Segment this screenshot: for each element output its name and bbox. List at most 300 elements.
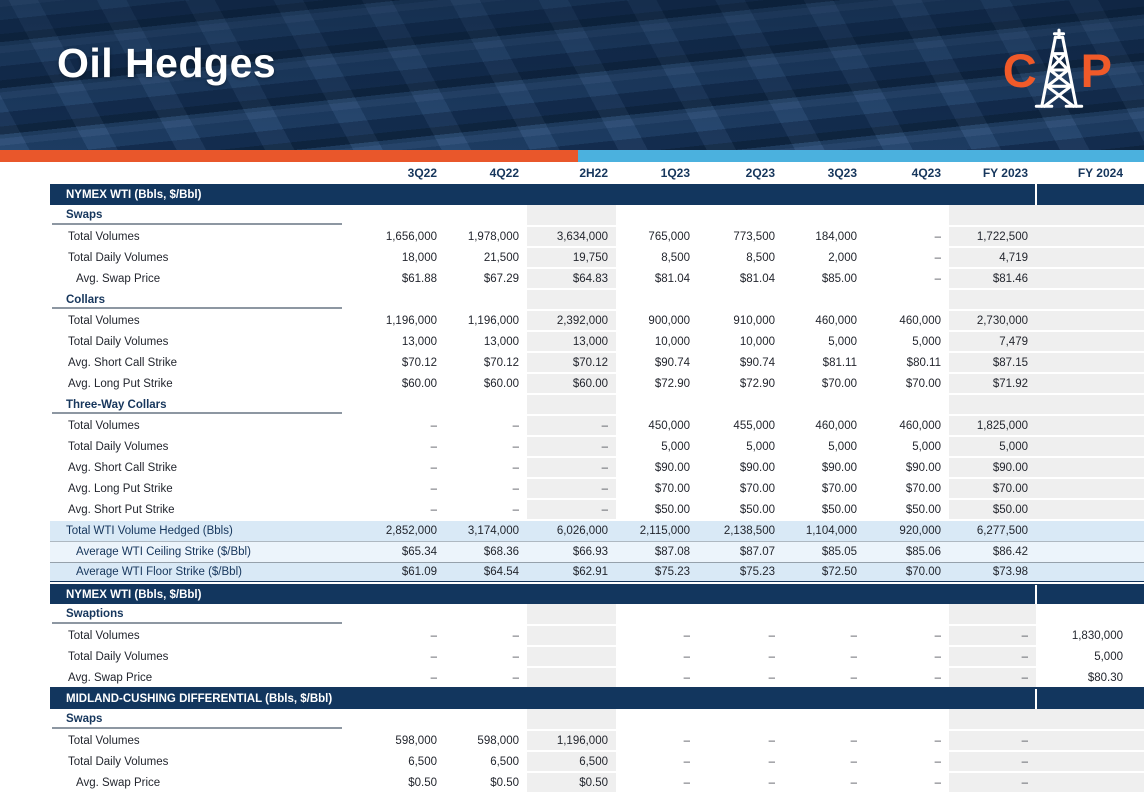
table-cell (949, 709, 1036, 730)
table-cell (698, 205, 783, 226)
table-cell: $70.00 (616, 478, 698, 499)
table-cell (616, 289, 698, 310)
table-cell (445, 394, 527, 415)
table-cell: 19,750 (527, 247, 616, 268)
table-cell (698, 289, 783, 310)
table-cell: – (445, 478, 527, 499)
table-row (50, 730, 1144, 751)
table-cell: – (616, 751, 698, 772)
table-cell (698, 709, 783, 730)
table-cell: $72.90 (698, 373, 783, 394)
table-cell: – (949, 730, 1036, 751)
table-cell: – (616, 772, 698, 793)
table-cell: 3,634,000 (527, 226, 616, 247)
table-cell (1036, 604, 1144, 625)
table-cell: 2,138,500 (698, 520, 783, 541)
table-cell (527, 625, 616, 646)
table-cell: 6,500 (527, 751, 616, 772)
table-cell: $64.83 (527, 268, 616, 289)
logo-letter-p: P (1080, 43, 1112, 97)
table-cell (783, 604, 865, 625)
table-cell: 5,000 (616, 436, 698, 457)
table-cell (783, 709, 865, 730)
table-cell (1036, 499, 1144, 520)
table-cell: – (698, 625, 783, 646)
table-head (50, 162, 1144, 184)
table-cell: – (865, 667, 949, 688)
table-cell (363, 205, 445, 226)
table-cell (1036, 394, 1144, 415)
table-row (50, 310, 1144, 331)
section-header-row (50, 688, 1144, 709)
accent-stripe (0, 150, 1144, 162)
group-header-row (50, 709, 1144, 730)
banner (0, 0, 1144, 150)
table-cell: – (363, 457, 445, 478)
table-cell: $81.11 (783, 352, 865, 373)
table-cell: 460,000 (865, 310, 949, 331)
table-cell: $50.00 (865, 499, 949, 520)
table-cell: 900,000 (616, 310, 698, 331)
section-title: NYMEX WTI (Bbls, $/Bbl) (50, 583, 1036, 604)
table-cell: $80.11 (865, 352, 949, 373)
table-cell: – (865, 730, 949, 751)
table-cell: – (363, 436, 445, 457)
table-cell: $70.00 (783, 478, 865, 499)
summary-row (50, 541, 1144, 562)
table-cell: $80.30 (1036, 667, 1144, 688)
table-cell (527, 394, 616, 415)
table-cell: – (865, 268, 949, 289)
column-header: 2Q23 (745, 166, 775, 180)
table-cell (445, 205, 527, 226)
table-cell: $85.00 (783, 268, 865, 289)
table-cell: – (949, 625, 1036, 646)
table-cell (363, 394, 445, 415)
table-cell (865, 289, 949, 310)
table-cell: $73.98 (949, 562, 1036, 583)
table-cell: $0.50 (445, 772, 527, 793)
table-cell: 18,000 (363, 247, 445, 268)
table-cell (783, 394, 865, 415)
table-cell: – (445, 625, 527, 646)
table-cell (698, 394, 783, 415)
row-label: Total Daily Volumes (50, 751, 363, 772)
table-cell: $70.00 (865, 373, 949, 394)
table-cell: – (445, 667, 527, 688)
table-cell: $64.54 (445, 562, 527, 583)
accent-stripe-blue (578, 150, 1144, 162)
accent-stripe-orange (0, 150, 578, 162)
table-cell: 3,174,000 (445, 520, 527, 541)
group-header-row (50, 289, 1144, 310)
table-cell (527, 289, 616, 310)
table-cell: $87.07 (698, 541, 783, 562)
table-cell (616, 205, 698, 226)
row-label: Total Daily Volumes (50, 646, 363, 667)
table-cell: $75.23 (616, 562, 698, 583)
table-cell: – (616, 625, 698, 646)
group-label: Collars (50, 289, 363, 310)
table-cell: – (949, 751, 1036, 772)
table-cell: 5,000 (698, 436, 783, 457)
table-cell: 598,000 (445, 730, 527, 751)
table-cell (1036, 310, 1144, 331)
table-cell (445, 709, 527, 730)
table-cell: $67.29 (445, 268, 527, 289)
table-cell: – (616, 646, 698, 667)
summary-row (50, 562, 1144, 583)
group-label: Swaptions (50, 604, 363, 625)
table-cell: $70.00 (865, 562, 949, 583)
group-label: Three-Way Collars (50, 394, 363, 415)
table-cell (1036, 730, 1144, 751)
table-cell: – (445, 457, 527, 478)
group-label: Swaps (50, 709, 363, 730)
table-cell (783, 205, 865, 226)
table-cell: 1,825,000 (949, 415, 1036, 436)
table-cell (783, 289, 865, 310)
table-cell (363, 289, 445, 310)
section-title: NYMEX WTI (Bbls, $/Bbl) (50, 184, 1036, 205)
table-cell: 1,104,000 (783, 520, 865, 541)
table-cell: $90.74 (616, 352, 698, 373)
table-cell: $60.00 (445, 373, 527, 394)
row-label: Total Volumes (50, 226, 363, 247)
table-cell: $81.04 (698, 268, 783, 289)
oil-derrick-icon (1030, 24, 1088, 116)
table-cell: 8,500 (616, 247, 698, 268)
table-cell: – (783, 751, 865, 772)
column-header-row (50, 162, 1144, 184)
table-row (50, 457, 1144, 478)
table-cell: – (698, 751, 783, 772)
section-header-row (50, 583, 1144, 604)
row-label: Total Daily Volumes (50, 331, 363, 352)
table-row (50, 226, 1144, 247)
table-cell: 1,196,000 (445, 310, 527, 331)
table-cell: $90.74 (698, 352, 783, 373)
table-cell: – (527, 457, 616, 478)
table-cell: 13,000 (527, 331, 616, 352)
row-label: Total Volumes (50, 730, 363, 751)
table-cell: – (445, 646, 527, 667)
table-cell: – (865, 751, 949, 772)
table-cell: $70.12 (527, 352, 616, 373)
table-cell: 184,000 (783, 226, 865, 247)
row-label: Total Daily Volumes (50, 436, 363, 457)
table-cell (1036, 373, 1144, 394)
table-cell: $70.12 (445, 352, 527, 373)
table-cell (616, 709, 698, 730)
group-underline (52, 727, 342, 729)
table-cell: – (949, 646, 1036, 667)
group-underline (52, 307, 342, 309)
table-cell: 1,830,000 (1036, 625, 1144, 646)
table-cell (949, 205, 1036, 226)
table-cell: – (949, 772, 1036, 793)
table-cell (445, 289, 527, 310)
table-cell (527, 667, 616, 688)
table-cell: – (363, 646, 445, 667)
table-row (50, 436, 1144, 457)
table-cell (1036, 436, 1144, 457)
table-cell: – (363, 667, 445, 688)
row-label: Total Volumes (50, 310, 363, 331)
table-cell: 5,000 (783, 436, 865, 457)
table-cell: $61.09 (363, 562, 445, 583)
table-cell: 10,000 (616, 331, 698, 352)
row-label: Total WTI Volume Hedged (Bbls) (50, 520, 363, 541)
table-cell: 1,978,000 (445, 226, 527, 247)
table-cell (865, 709, 949, 730)
column-header: 3Q22 (407, 166, 437, 180)
table-cell: – (949, 667, 1036, 688)
table-body (50, 184, 1144, 793)
table-cell (949, 604, 1036, 625)
table-cell: $70.12 (363, 352, 445, 373)
row-label: Avg. Short Call Strike (50, 352, 363, 373)
group-header-row (50, 604, 1144, 625)
table-cell (1036, 226, 1144, 247)
table-cell: – (783, 772, 865, 793)
table-cell (698, 604, 783, 625)
table-cell: $70.00 (865, 478, 949, 499)
row-label: Avg. Swap Price (50, 772, 363, 793)
table-row (50, 772, 1144, 793)
table-cell: $62.91 (527, 562, 616, 583)
table-cell: $65.34 (363, 541, 445, 562)
table-row (50, 352, 1144, 373)
hedges-table-wrap (50, 162, 1144, 794)
section-header-endcap (1036, 583, 1144, 604)
row-label: Average WTI Floor Strike ($/Bbl) (50, 562, 363, 583)
table-row (50, 373, 1144, 394)
table-cell (865, 205, 949, 226)
table-cell: 5,000 (783, 331, 865, 352)
table-cell: – (865, 625, 949, 646)
table-cell (1036, 289, 1144, 310)
table-cell: – (783, 667, 865, 688)
table-cell (1036, 751, 1144, 772)
table-row (50, 751, 1144, 772)
table-cell (1036, 709, 1144, 730)
table-row (50, 247, 1144, 268)
table-cell: 5,000 (865, 331, 949, 352)
table-cell: – (783, 730, 865, 751)
table-cell (1036, 457, 1144, 478)
table-cell: – (527, 415, 616, 436)
table-cell: 5,000 (865, 436, 949, 457)
column-header: 4Q23 (911, 166, 941, 180)
table-row (50, 268, 1144, 289)
table-cell: 2,115,000 (616, 520, 698, 541)
table-cell: $0.50 (527, 772, 616, 793)
table-cell: 10,000 (698, 331, 783, 352)
table-row (50, 625, 1144, 646)
table-cell: $90.00 (616, 457, 698, 478)
table-cell (1036, 415, 1144, 436)
table-cell: – (445, 415, 527, 436)
table-cell: 1,722,500 (949, 226, 1036, 247)
table-cell (865, 604, 949, 625)
row-label: Total Volumes (50, 415, 363, 436)
table-cell: 2,000 (783, 247, 865, 268)
table-cell: – (527, 436, 616, 457)
table-cell: – (527, 478, 616, 499)
table-cell (363, 709, 445, 730)
table-cell: $50.00 (949, 499, 1036, 520)
table-cell: 765,000 (616, 226, 698, 247)
table-cell (1036, 205, 1144, 226)
table-cell: 4,719 (949, 247, 1036, 268)
hedges-table (50, 162, 1144, 794)
table-cell: 460,000 (783, 415, 865, 436)
table-cell: $70.00 (949, 478, 1036, 499)
table-cell (527, 709, 616, 730)
table-cell: – (698, 772, 783, 793)
table-cell: $87.08 (616, 541, 698, 562)
table-cell: 460,000 (783, 310, 865, 331)
group-underline (52, 412, 342, 414)
table-cell: – (783, 625, 865, 646)
logo-letter-c: C (1002, 43, 1037, 97)
table-cell: 1,196,000 (527, 730, 616, 751)
table-cell (1036, 352, 1144, 373)
row-label: Total Daily Volumes (50, 247, 363, 268)
table-cell (616, 604, 698, 625)
table-cell (1036, 772, 1144, 793)
column-header: FY 2024 (1077, 166, 1123, 180)
table-cell: 5,000 (949, 436, 1036, 457)
table-cell: – (363, 478, 445, 499)
table-cell (1036, 562, 1144, 583)
group-label: Swaps (50, 205, 363, 226)
table-cell: 773,500 (698, 226, 783, 247)
table-cell: – (698, 646, 783, 667)
table-cell: $90.00 (865, 457, 949, 478)
table-cell: $60.00 (363, 373, 445, 394)
table-cell: $68.36 (445, 541, 527, 562)
table-cell (527, 604, 616, 625)
column-header: 4Q22 (489, 166, 519, 180)
table-cell: 1,196,000 (363, 310, 445, 331)
table-cell: $81.04 (616, 268, 698, 289)
table-cell: $50.00 (783, 499, 865, 520)
column-header: 1Q23 (660, 166, 690, 180)
page-title: Oil Hedges (57, 40, 277, 86)
table-cell: $90.00 (949, 457, 1036, 478)
table-cell: 13,000 (445, 331, 527, 352)
table-cell: 13,000 (363, 331, 445, 352)
column-header: 3Q23 (827, 166, 857, 180)
table-cell: $72.90 (616, 373, 698, 394)
table-cell: $87.15 (949, 352, 1036, 373)
group-header-row (50, 394, 1144, 415)
table-cell: 2,852,000 (363, 520, 445, 541)
table-cell: $90.00 (698, 457, 783, 478)
table-cell (363, 604, 445, 625)
table-cell (949, 394, 1036, 415)
table-cell (1036, 331, 1144, 352)
group-underline (52, 223, 342, 225)
table-cell: 2,730,000 (949, 310, 1036, 331)
row-label: Average WTI Ceiling Strike ($/Bbl) (50, 541, 363, 562)
column-header: FY 2023 (982, 166, 1028, 180)
table-cell: 598,000 (363, 730, 445, 751)
table-row (50, 646, 1144, 667)
table-cell (616, 394, 698, 415)
table-cell: $50.00 (616, 499, 698, 520)
group-header-row (50, 205, 1144, 226)
table-cell: $71.92 (949, 373, 1036, 394)
row-label: Avg. Short Call Strike (50, 457, 363, 478)
table-cell: $85.05 (783, 541, 865, 562)
section-header-endcap (1036, 184, 1144, 205)
table-cell: $0.50 (363, 772, 445, 793)
table-cell: 6,277,500 (949, 520, 1036, 541)
table-cell: $50.00 (698, 499, 783, 520)
table-cell: – (363, 499, 445, 520)
table-row (50, 499, 1144, 520)
table-cell: 2,392,000 (527, 310, 616, 331)
table-cell: $70.00 (783, 373, 865, 394)
table-cell (1036, 541, 1144, 562)
table-cell: – (616, 667, 698, 688)
table-cell: – (363, 415, 445, 436)
summary-row (50, 520, 1144, 541)
section-header-row (50, 184, 1144, 205)
table-cell: – (698, 667, 783, 688)
table-cell: – (865, 772, 949, 793)
table-cell (1036, 478, 1144, 499)
table-cell: – (445, 436, 527, 457)
table-cell (527, 205, 616, 226)
table-cell: – (527, 499, 616, 520)
company-logo (1003, 20, 1112, 120)
table-cell: – (445, 499, 527, 520)
table-cell: 6,500 (445, 751, 527, 772)
table-cell: 450,000 (616, 415, 698, 436)
table-cell: – (865, 646, 949, 667)
table-cell (949, 289, 1036, 310)
table-cell (865, 394, 949, 415)
table-cell: 5,000 (1036, 646, 1144, 667)
table-row (50, 478, 1144, 499)
row-label: Avg. Long Put Strike (50, 478, 363, 499)
table-cell: 910,000 (698, 310, 783, 331)
row-label: Avg. Swap Price (50, 667, 363, 688)
table-cell: – (865, 226, 949, 247)
table-cell: 6,500 (363, 751, 445, 772)
table-cell: 455,000 (698, 415, 783, 436)
section-header-endcap (1036, 688, 1144, 709)
table-cell: 6,026,000 (527, 520, 616, 541)
table-cell: $85.06 (865, 541, 949, 562)
table-cell: – (363, 625, 445, 646)
table-cell (445, 604, 527, 625)
table-cell: $86.42 (949, 541, 1036, 562)
table-cell: 21,500 (445, 247, 527, 268)
group-underline (52, 622, 342, 624)
table-cell: $75.23 (698, 562, 783, 583)
table-cell (1036, 268, 1144, 289)
table-row (50, 415, 1144, 436)
table-cell: 460,000 (865, 415, 949, 436)
table-cell (1036, 520, 1144, 541)
table-cell: 1,656,000 (363, 226, 445, 247)
table-cell: 8,500 (698, 247, 783, 268)
